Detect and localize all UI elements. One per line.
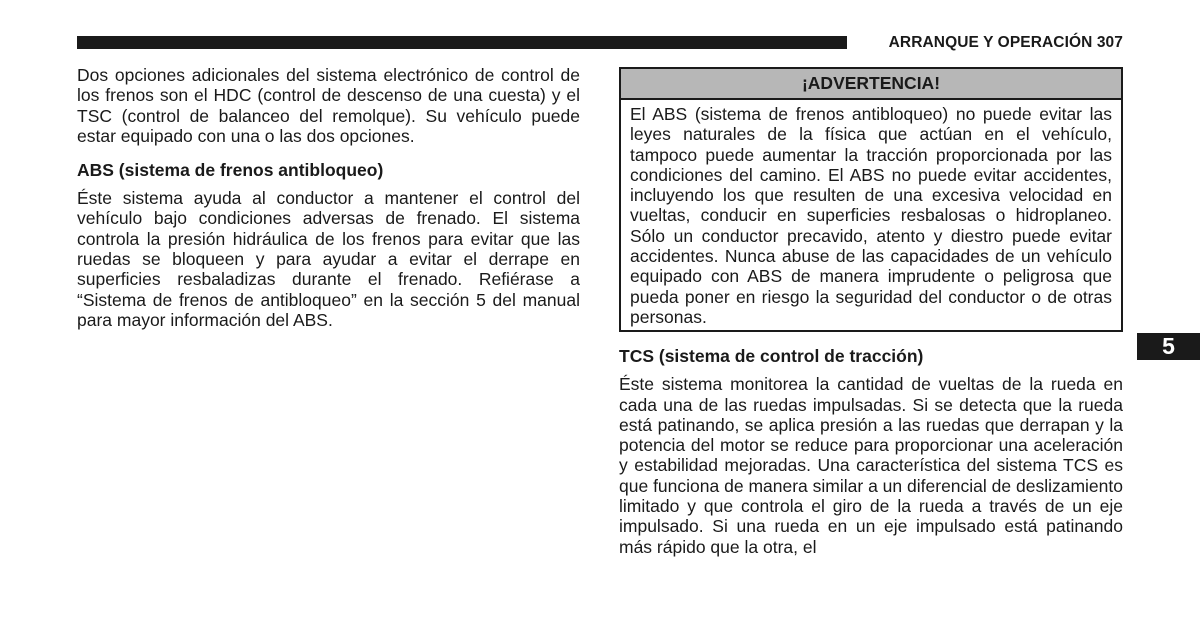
tcs-heading: TCS (sistema de control de tracción) bbox=[619, 346, 924, 367]
tcs-paragraph: Éste sistema monitorea la cantidad de vueltas de la rueda en cada una de las ruedas impulsadas. Si se detecta que la rueda está patinando, se aplica presión a las ruedas que derrapan y la potencia del motor se reduce para proporcionar una aceleración y estabilidad mejoradas. Una característica del sistema TCS es que funciona de manera similar a un diferencial de deslizamiento limitado y que controla el giro de la rueda a través de un eje impulsado. Si una rueda en un eje impulsado está patinando más rápido que la otra, el bbox=[619, 374, 1123, 557]
right-column bbox=[619, 67, 1123, 557]
abs-heading: ABS (sistema de frenos antibloqueo) bbox=[77, 160, 384, 181]
intro-paragraph: Dos opciones adicionales del sistema electrónico de control de los frenos son el HDC (control de descenso de una cuesta) y el TSC (control de balanceo del remolque). Su vehículo puede estar equipado con una o las dos opciones. bbox=[77, 65, 580, 146]
left-column bbox=[77, 65, 580, 330]
chapter-tab: 5 bbox=[1137, 333, 1200, 360]
abs-paragraph: Éste sistema ayuda al conductor a mantener el control del vehículo bajo condiciones adversas de frenado. El sistema controla la presión hidráulica de los frenos para evitar que las ruedas se bloqueen y para ayudar a evitar el derrape en superficies resbaladizas durante el frenado. Refiérase a “Sistema de frenos de antibloqueo” en la sección 5 del manual para mayor información del ABS. bbox=[77, 188, 580, 330]
page-header-title: ARRANQUE Y OPERACIÓN 307 bbox=[888, 34, 1123, 51]
warning-box bbox=[619, 67, 1123, 332]
warning-title: ¡ADVERTENCIA! bbox=[621, 69, 1121, 100]
header-rule bbox=[77, 36, 847, 49]
warning-text: El ABS (sistema de frenos antibloqueo) no puede evitar las leyes naturales de la física que actúan en el vehículo, tampoco puede aumentar la tracción proporcionada por las condiciones del camino. El ABS no puede evitar accidentes, incluyendo los que resulten de una excesiva velocidad en vueltas, conducir en superficies resbalosas o hidroplaneo. Sólo un conductor precavido, atento y diestro puede evitar accidentes. Nunca abuse de las capacidades de un vehículo equipado con ABS de manera imprudente o peligrosa que pueda poner en riesgo la seguridad del conductor o de otras personas. bbox=[630, 104, 1112, 327]
